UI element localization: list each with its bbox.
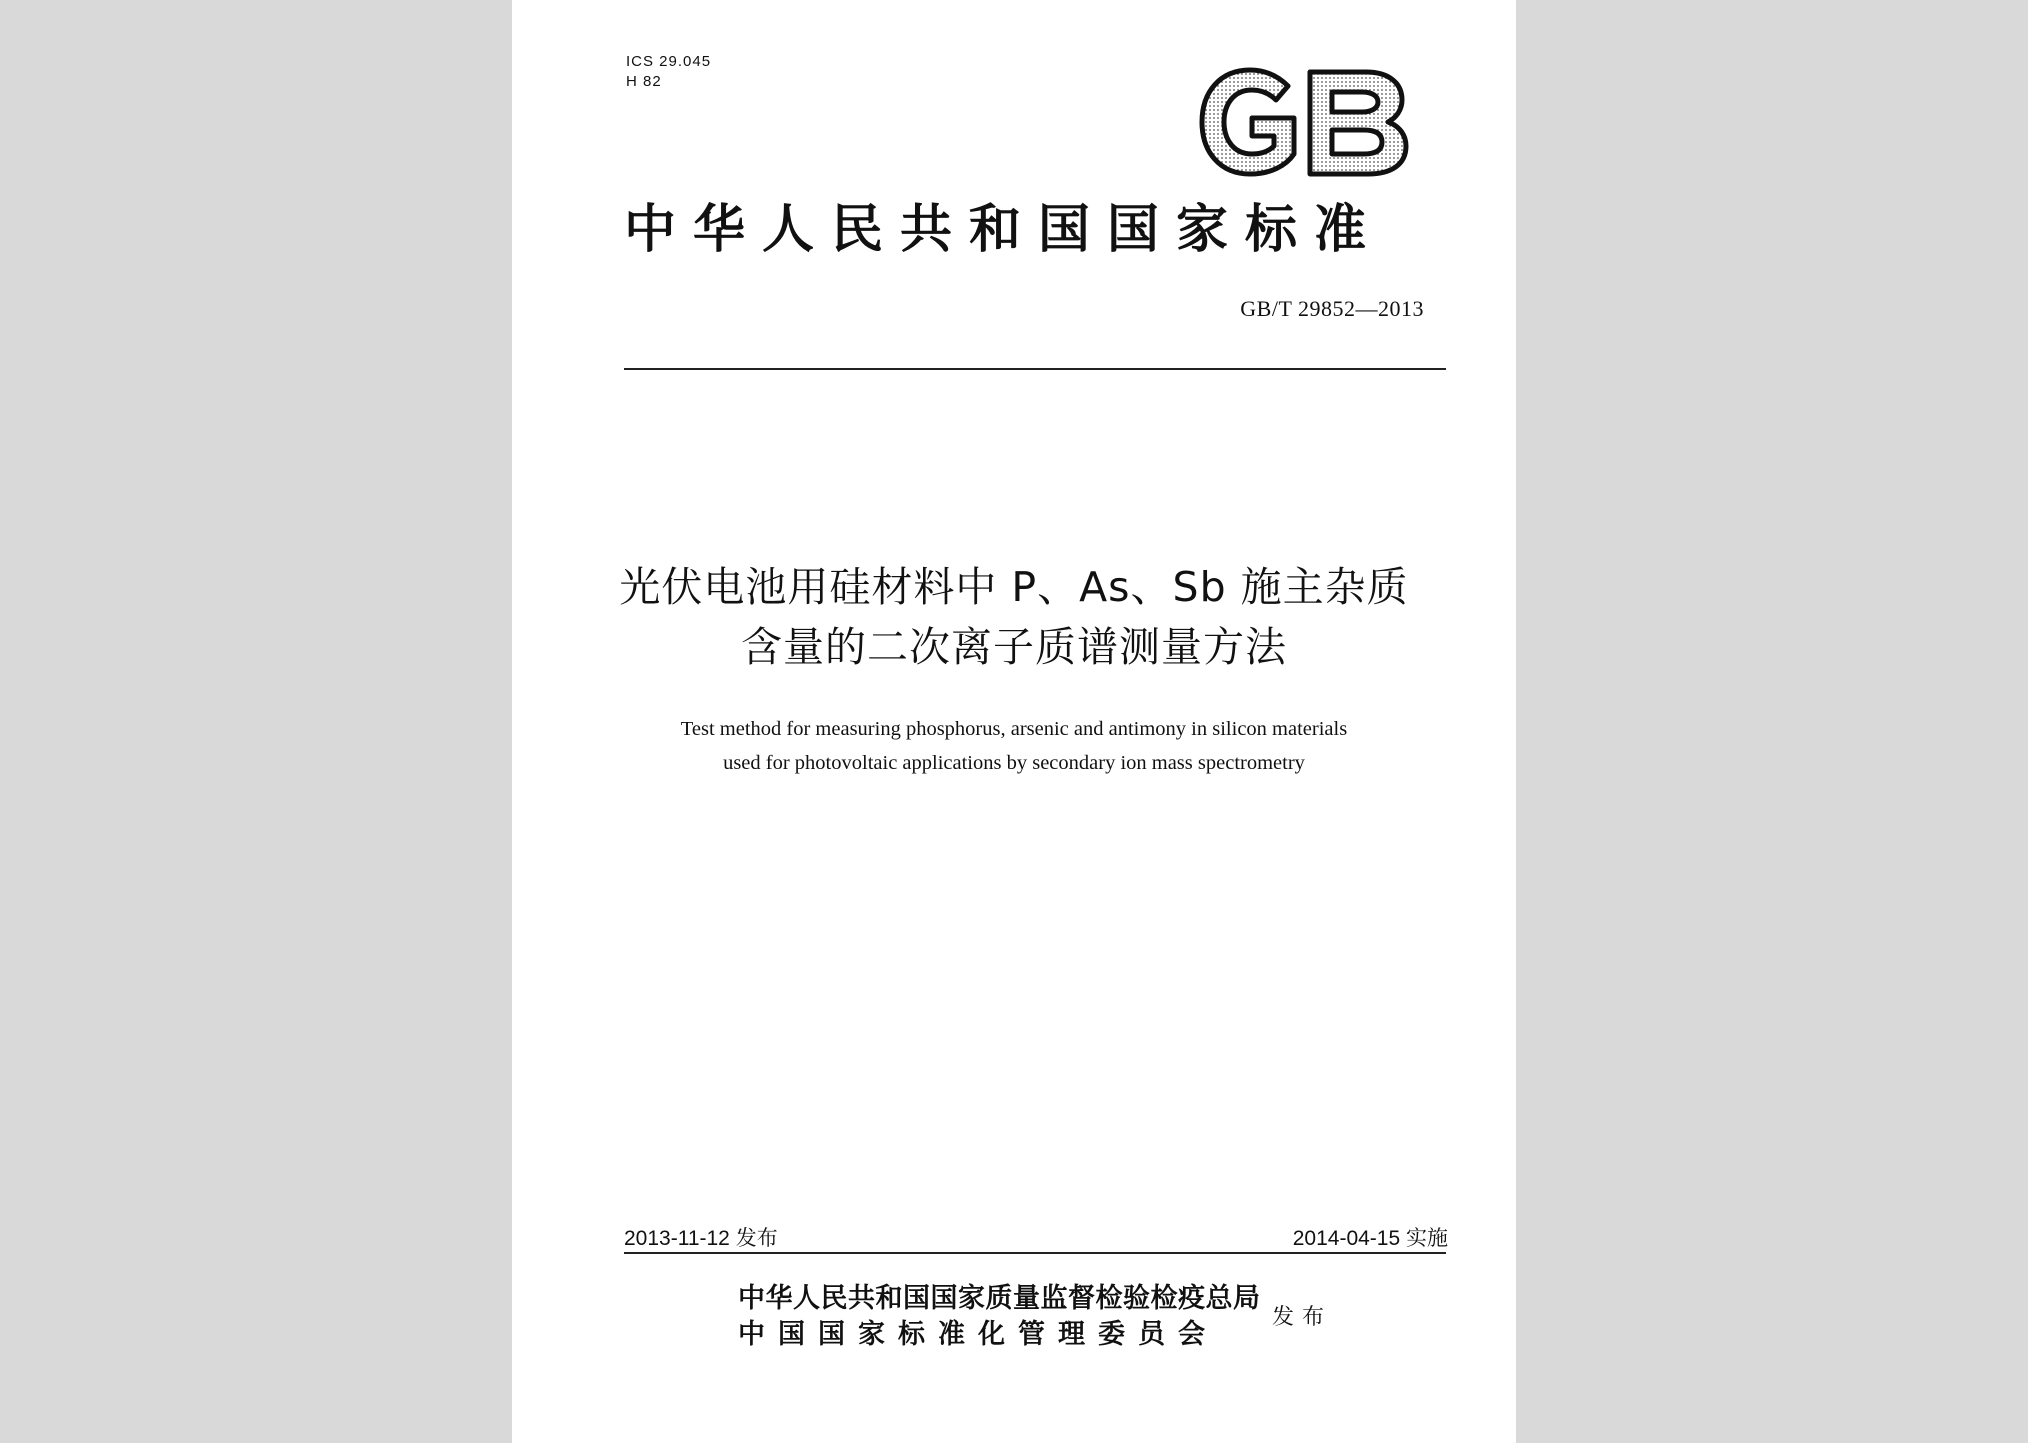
document-page [512, 0, 1516, 1443]
title-chinese-line-2: 含量的二次离子质谱测量方法 [741, 623, 1287, 671]
title-chinese-line-1: 光伏电池用硅材料中 P、As、Sb 施主杂质 [619, 563, 1409, 611]
issue-date: 2013-11-12 发布 [624, 1227, 778, 1250]
title-english-line-1: Test method for measuring phosphorus, arsenic and antimony in silicon materials [680, 718, 1348, 740]
release-label: 发布 [1272, 1305, 1333, 1330]
issuer-aqsiq: 中华人民共和国国家质量监督检验检疫总局 [738, 1283, 1261, 1314]
ics-code: ICS 29.045 [626, 53, 712, 70]
gb-logo-g [1202, 70, 1294, 174]
ccs-code: H 82 [626, 73, 662, 90]
gb-logo [1196, 64, 1412, 180]
national-standard-heading: 中华人民共和国国家标准 [624, 199, 1384, 260]
footer-divider [624, 1252, 1446, 1254]
gb-logo-b [1310, 72, 1406, 174]
classification-codes [626, 52, 711, 92]
implementation-date: 2014-04-15 实施 [1292, 1227, 1448, 1250]
title-english-line-2: used for photovoltaic applications by secondary ion mass spectrometry [723, 752, 1305, 774]
header-divider [624, 368, 1446, 370]
issuer-sac: 中国国家标准化管理委员会 [738, 1319, 1218, 1350]
standard-number: GB/T 29852—2013 [1240, 296, 1424, 321]
